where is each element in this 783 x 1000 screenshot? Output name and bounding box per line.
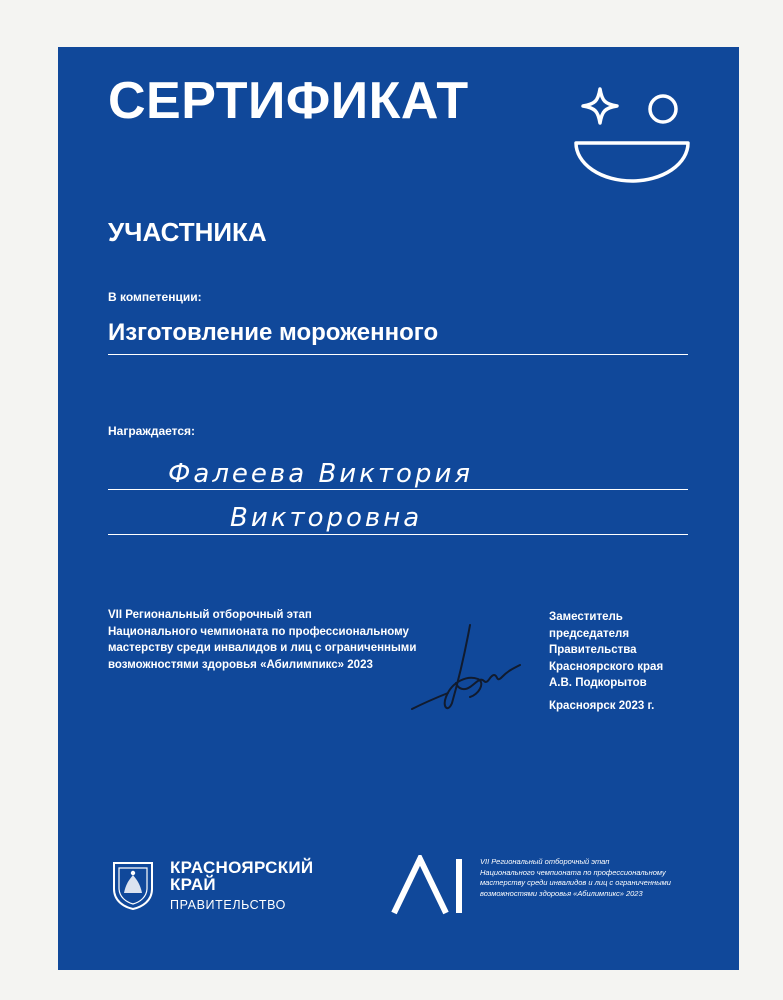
abilympics-line: VII Региональный отборочный этап [480, 857, 610, 866]
coat-of-arms-icon [110, 859, 156, 911]
signer-line: А.В. Подкорытов [549, 677, 647, 689]
krasnoyarsk-krai-logo [170, 859, 313, 912]
smile-emblem-icon [572, 85, 692, 185]
abilympics-line: Национального чемпионата по профессиональному [480, 867, 666, 877]
abilympics-logo-icon [390, 855, 468, 915]
event-line: мастерству среди инвалидов и лиц с ограниченными [108, 642, 417, 654]
awardee-name-line2: Викторовна [230, 503, 423, 533]
event-line: VII Региональный отборочный этап [108, 609, 312, 621]
signer-line: Правительства [549, 644, 637, 656]
awarded-label: Награждается: [108, 424, 196, 438]
event-line: Национального чемпионата по профессиональному [108, 625, 409, 638]
kk-line1: КРАСНОЯРСКИЙ [170, 858, 314, 877]
certificate-subtitle: УЧАСТНИКА [108, 217, 267, 247]
certificate-title: СЕРТИФИКАТ [108, 72, 469, 130]
abilympics-line: мастерству среди инвалидов и лиц с ограниченными [480, 878, 671, 887]
certificate [58, 47, 739, 970]
event-line: возможностями здоровья «Абилимпикс» 2023 [108, 658, 373, 671]
smile-arc-icon [576, 143, 688, 181]
sparkle-icon [583, 89, 617, 123]
signer-line: председателя [549, 627, 630, 640]
event-description [108, 607, 448, 673]
competence-name: Изготовление мороженного [108, 319, 439, 346]
circle-icon [650, 96, 676, 122]
awardee-underline-1 [108, 489, 688, 490]
competence-label: В компетенции: [108, 290, 202, 304]
kk-government: ПРАВИТЕЛЬСТВО [170, 898, 286, 912]
abilympics-line: возможностями здоровья «Абилимпикс» 2023 [480, 888, 643, 898]
competence-underline [108, 354, 688, 355]
awardee-name-line1: Фалеева Виктория [168, 459, 473, 489]
signer-block [549, 609, 709, 692]
signer-line: Красноярского края [549, 660, 664, 673]
abilympics-caption [480, 857, 720, 899]
signer-line: Заместитель [549, 611, 623, 623]
signature [408, 617, 528, 717]
city-year: Красноярск 2023 г. [549, 700, 655, 712]
awardee-underline-2 [108, 534, 688, 535]
kk-line2: КРАЙ [170, 875, 216, 894]
